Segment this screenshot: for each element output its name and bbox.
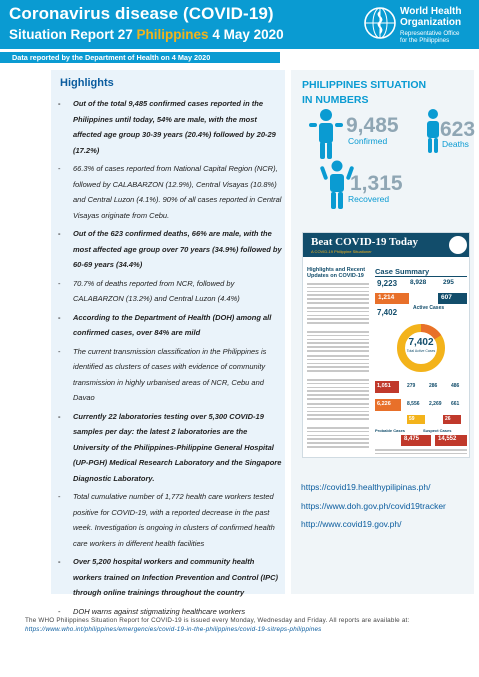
who-office-line2: for the Philippines bbox=[400, 37, 450, 44]
highlight-text: 70.7% of deaths reported from NCR, followed by CALABARZON (13.2%) and Central Luzon (4.4%) bbox=[73, 278, 240, 303]
situation-title-line1: PHILIPPINES SITUATION bbox=[302, 79, 427, 91]
deaths-value: 623 bbox=[440, 118, 476, 141]
confirmed-person-icon bbox=[306, 108, 346, 160]
report-header bbox=[0, 0, 479, 49]
highlight-item bbox=[58, 96, 284, 158]
infographic-highlights-line2: Updates on COVID-19 bbox=[307, 273, 364, 279]
highlight-text: Out of the total 9,485 confirmed cases reported in the Philippines until today, 54% are male, with the most affected age group 30-39 years (20.4%) followed by 20-29 (17.2%) bbox=[73, 99, 276, 155]
bullet-dash: - bbox=[58, 99, 61, 108]
infographic-text-block bbox=[307, 379, 369, 399]
ig-breakdown-3: 286 bbox=[429, 383, 438, 389]
bullet-dash: - bbox=[58, 492, 61, 501]
ig-active-label: Active Cases bbox=[413, 305, 445, 311]
bullet-dash: - bbox=[58, 411, 61, 421]
highlight-text: Total cumulative number of 1,772 health care workers tested positive for COVID-19, with a reported decrease in the past week. Investigation is ongoing in clusters of confirmed health care workers in different health facilities bbox=[73, 492, 275, 548]
report-country: Philippines bbox=[136, 27, 209, 42]
ig-row-4: 661 bbox=[451, 401, 460, 407]
highlight-item bbox=[58, 344, 284, 406]
highlight-item bbox=[58, 161, 284, 223]
infographic-footnote bbox=[375, 449, 467, 458]
highlight-item bbox=[58, 276, 284, 307]
who-office-name bbox=[400, 30, 459, 44]
link-doh-tracker[interactable]: https://www.doh.gov.ph/covid19tracker bbox=[301, 500, 446, 511]
ig-small-1: 59 bbox=[407, 415, 425, 424]
doh-infographic-thumbnail bbox=[302, 232, 470, 458]
recovered-label: Recovered bbox=[348, 194, 390, 204]
link-covid19-gov[interactable]: http://www.covid19.gov.ph/ bbox=[301, 519, 402, 529]
ig-recovered-box: 1,214 bbox=[375, 293, 409, 304]
ig-probable-value: 8,475 bbox=[401, 435, 431, 446]
active-cases-donut bbox=[396, 323, 446, 373]
infographic-text-block bbox=[307, 307, 369, 327]
bullet-dash: - bbox=[58, 606, 61, 616]
ig-breakdown-1: 1,051 bbox=[375, 381, 399, 393]
infographic-text-block bbox=[307, 403, 369, 423]
ig-row-2: 8,556 bbox=[407, 401, 420, 407]
ig-deaths-box: 607 bbox=[438, 293, 467, 304]
highlight-item bbox=[58, 409, 284, 487]
bullet-dash: - bbox=[58, 229, 61, 238]
ig-new-today: 295 bbox=[443, 279, 454, 286]
infographic-title: Beat COVID-19 Today bbox=[311, 236, 418, 248]
highlight-text: DOH warns against stigmatizing healthcare workers bbox=[73, 606, 246, 616]
highlight-text: Currently 22 laboratories testing over 5,300 COVID-19 samples per day: the latest 2 laboratories are the University of the Philippines-Philippine General Hospital (UP-PGH) Medical Research Laboratory and the Singapore Diagnostic Laboratory. bbox=[73, 411, 282, 483]
infographic-highlights-title bbox=[307, 267, 369, 279]
ig-donut-value: 7,402 bbox=[408, 337, 434, 348]
highlight-text: According to the Department of Health (DOH) among all confirmed cases, over 84% are mild bbox=[73, 312, 272, 337]
case-summary-divider bbox=[375, 276, 467, 277]
report-date: 4 May 2020 bbox=[212, 27, 284, 42]
who-name-line2: Organization bbox=[400, 16, 462, 28]
situation-title bbox=[302, 78, 426, 108]
data-source-bar: Data reported by the Department of Health on 4 May 2020 bbox=[0, 52, 280, 63]
infographic-highlights-line1: Highlights and Recent bbox=[307, 267, 366, 273]
highlight-item bbox=[58, 489, 284, 551]
report-footer bbox=[25, 616, 465, 634]
ig-small-2: 26 bbox=[443, 415, 461, 424]
link-healthypilipinas[interactable]: https://covid19.healthypilipinas.ph/ bbox=[301, 482, 431, 492]
highlight-text: Out of the 623 confirmed deaths, 66% are male, with the most affected age group over 70 years (34.9%) followed by 60-69 years (34.4%) bbox=[73, 229, 282, 269]
highlight-text: Over 5,200 hospital workers and community health workers trained on Infection Prevention and Control (IPC) through online trainings throughout the country bbox=[73, 557, 279, 597]
infographic-subtitle: A COVID-19 Philippine Situationer bbox=[311, 249, 372, 254]
confirmed-label: Confirmed bbox=[348, 136, 388, 146]
bullet-dash: - bbox=[58, 164, 61, 173]
bullet-dash: - bbox=[58, 312, 61, 322]
highlights-list bbox=[58, 96, 284, 622]
case-summary-title: Case Summary bbox=[375, 267, 430, 276]
ig-breakdown-2: 279 bbox=[407, 383, 416, 389]
resource-links bbox=[301, 478, 446, 534]
bullet-dash: - bbox=[58, 278, 61, 288]
footer-sitreps-link[interactable]: https://www.who.int/philippines/emergencies/covid-19-in-the-philippines/covid-19-sitreps-philippines bbox=[25, 626, 322, 633]
ig-new-cases: 8,928 bbox=[410, 279, 427, 286]
bullet-dash: - bbox=[58, 557, 61, 566]
confirmed-value: 9,485 bbox=[346, 114, 399, 137]
ig-breakdown-4: 486 bbox=[451, 383, 460, 389]
ig-active-value: 7,402 bbox=[377, 308, 398, 317]
highlight-text: 66.3% of cases reported from National Capital Region (NCR), followed by CALABARZON (12.9%), Central Visayas (10.8%) and Central Luzon (4.1%). 90% of all cases reported in Central Visayas originate from Cebu. bbox=[73, 164, 282, 220]
highlight-item bbox=[58, 310, 284, 341]
infographic-text-block bbox=[307, 331, 369, 351]
who-emblem-icon bbox=[363, 6, 397, 40]
infographic-text-block bbox=[307, 355, 369, 375]
recovered-value: 1,315 bbox=[350, 172, 403, 195]
ig-row-3: 2,269 bbox=[429, 401, 442, 407]
ig-donut-label: Total Active Cases bbox=[406, 349, 436, 353]
ig-probable-label: Probable Cases bbox=[375, 428, 406, 433]
footer-text: The WHO Philippines Situation Report for COVID-19 is issued every Monday, Wednesday and Friday. All reports are available at: bbox=[25, 617, 410, 624]
who-office-line1: Representative Office bbox=[400, 30, 460, 37]
highlight-item bbox=[58, 554, 284, 601]
ig-row-1: 6,226 bbox=[375, 399, 401, 411]
report-number: Situation Report 27 bbox=[9, 27, 133, 42]
ig-suspect-label: Suspect Cases bbox=[423, 428, 452, 433]
highlight-text: The current transmission classification in the Philippines is identified as clusters of cases with evidence of community transmission in highly urbanised areas of NCR, Cebu and Davao bbox=[73, 346, 267, 402]
doh-seal-icon bbox=[449, 236, 467, 254]
ig-total-cases: 9,223 bbox=[377, 279, 398, 288]
infographic-text-block bbox=[307, 427, 369, 447]
who-org-name bbox=[400, 7, 461, 28]
highlight-item bbox=[58, 226, 284, 273]
ig-suspect-value: 14,552 bbox=[435, 435, 467, 446]
highlights-title: Highlights bbox=[60, 77, 114, 89]
deaths-label: Deaths bbox=[442, 139, 469, 149]
bullet-dash: - bbox=[58, 346, 61, 356]
report-subtitle bbox=[9, 27, 284, 42]
situation-title-line2: IN NUMBERS bbox=[302, 94, 369, 106]
who-name-line1: World Health bbox=[400, 6, 462, 17]
infographic-text-block bbox=[307, 283, 369, 303]
report-title: Coronavirus disease (COVID-19) bbox=[9, 4, 274, 23]
